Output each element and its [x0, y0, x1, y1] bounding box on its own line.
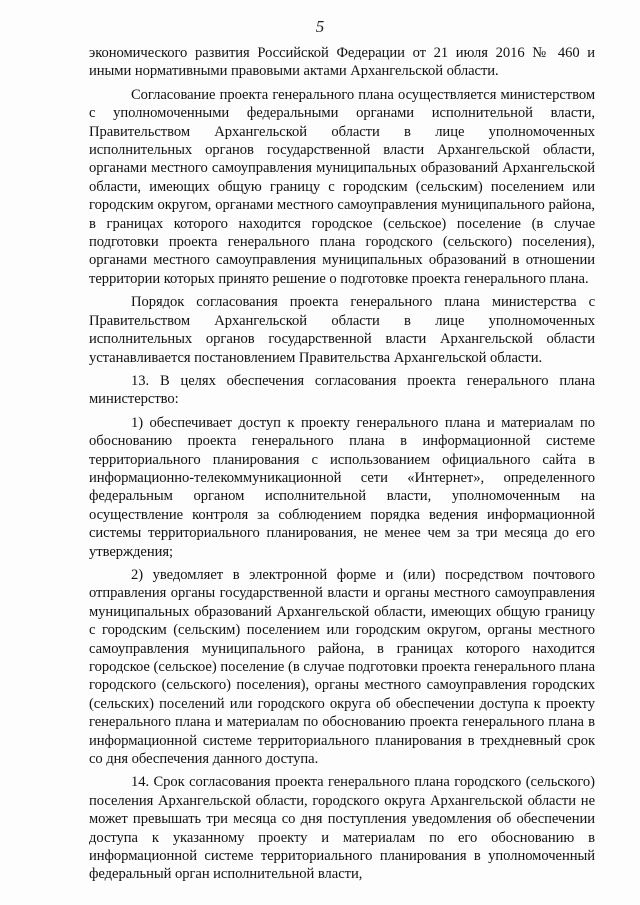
page-number: 5 [315, 17, 325, 36]
paragraph-continuation: экономического развития Российской Федерации от 21 июля 2016 № 460 и иными нормативными правовыми актами Архангельской области. [89, 45, 595, 80]
paragraph-subitem-1: 1) обеспечивает доступ к проекту генерального плана и материалам по обоснованию проекта генерального плана в информационной системе территориального планирования с использованием официального сайта в информационно-телекоммуникационной сети «Интернет», определенного федеральным органом исполнительной власти, уполномоченным на осуществление контроля за соблюдением порядка ведения информационной системы территориального планирования, не менее чем за три месяца до его утверждения; [89, 414, 595, 560]
paragraph-approval-procedure: Согласование проекта генерального плана осуществляется министерством с уполномоченными федеральными органами исполнительной власти, Правительством Архангельской области в лице уполномоченных исполнительных органов государственной власти Архангельской области, органами местного самоуправления муниципальных образований Архангельской области, имеющих общую границу с городским (сельским) поселением или городским округом, органами местного самоуправления муниципального района, в границах которого находится городское (сельское) поселение (в случае подготовки проекта генерального плана городского (сельского) поселения), органами местного самоуправления муниципальных образований в отношении территории которых принято решение о подготовке проекта генерального плана. [89, 86, 595, 287]
paragraph-subitem-2: 2) уведомляет в электронной форме и (или) посредством почтового отправления органы государственной власти и органы местного самоуправления муниципальных образований Архангельской области, имеющих общую границу с городским (сельским) поселением или городским округом, органы местного самоуправления муниципального района, в границах которого находится городское (сельское) поселение (в случае подготовки проекта генерального плана городского (сельского) поселения), органы местного самоуправления городских (сельских) поселений или городского округа об обеспечении доступа к проекту генерального плана и материалам по обоснованию проекта генерального плана в информационной системе территориального планирования в трехдневный срок со дня обеспечения данного доступа. [89, 566, 595, 768]
paragraph-approval-order: Порядок согласования проекта генерального плана министерства с Правительством Архангельской области в лице уполномоченных исполнительных органов государственной власти Архангельской области устанавливается постановлением Правительства Архангельской области. [89, 294, 595, 366]
paragraph-item-14: 14. Срок согласования проекта генерального плана городского (сельского) поселения Архангельской области, городского округа Архангельской области не может превышать три месяца со дня поступления уведомления об обеспечении доступа к указанному проекту и материалам по его обоснованию в информационной системе территориального планирования в уполномоченный федеральный орган исполнительной власти, [89, 774, 595, 883]
document-body [89, 44, 595, 889]
paragraph-item-13: 13. В целях обеспечения согласования проекта генерального плана министерство: [89, 372, 595, 408]
